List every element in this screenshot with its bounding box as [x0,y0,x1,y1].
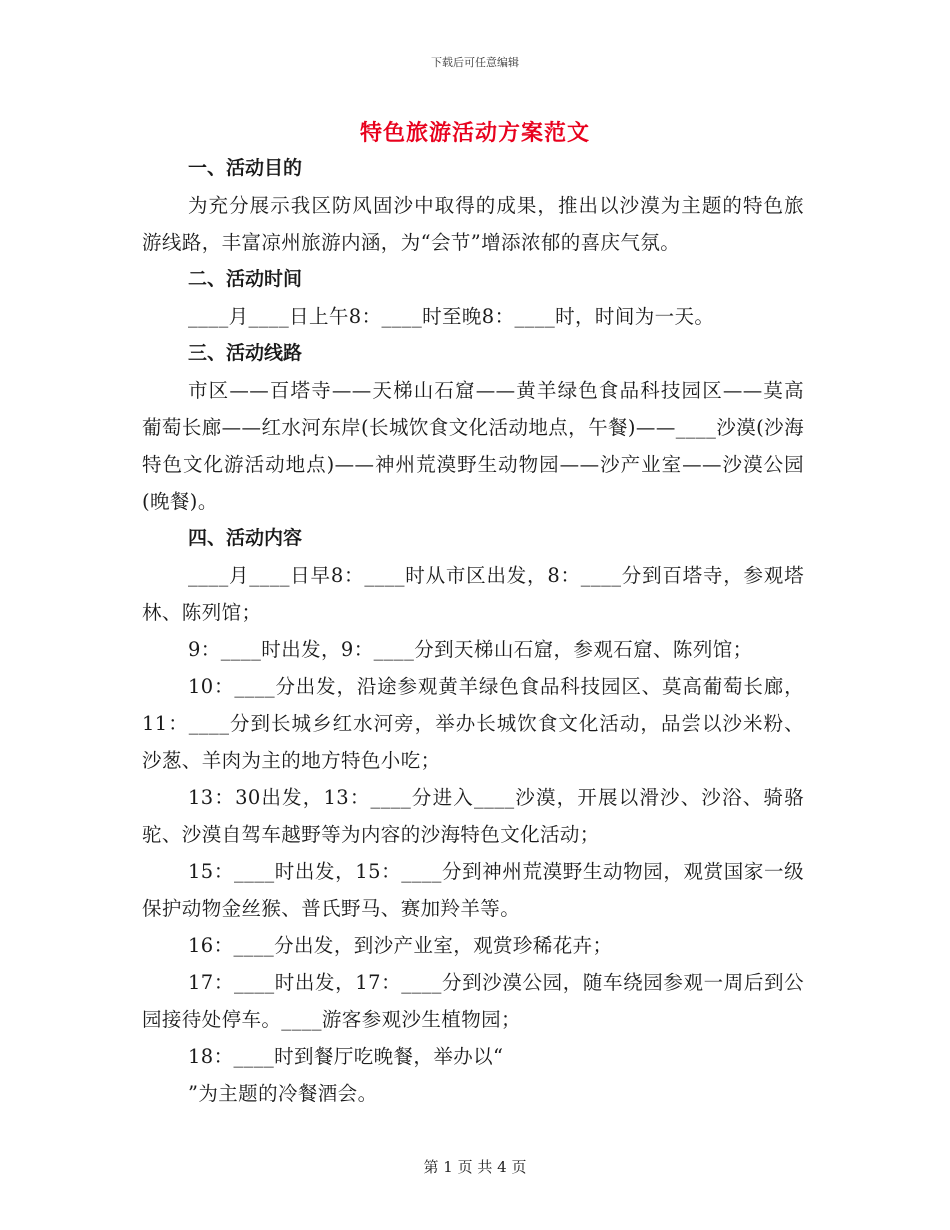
content-paragraph: 9：____时出发，9：____分到天梯山石窟，参观石窟、陈列馆； [188,638,753,661]
page-footer: 第 1 页 共 4 页 [423,1158,527,1176]
section-heading-time: 二、活动时间 [188,268,303,290]
content-paragraph: 13：30出发，13：____分进入____沙漠，开展以滑沙、沙浴、骑骆驼、沙漠自驾车越野等为内容的沙海特色文化活动； [142,786,804,846]
content-paragraph: 18：____时到餐厅吃晚餐，举办以“ [188,1045,504,1068]
content-paragraph: 17：____时出发，17：____分到沙漠公园，随车绕园参观一周后到公园接待处停车。____游客参观沙生植物园； [142,971,804,1031]
content-paragraph: ____月____日早8：____时从市区出发，8：____分到百塔寺，参观塔林、陈列馆； [142,564,804,624]
section-heading-route: 三、活动线路 [188,342,303,364]
time-paragraph: ____月____日上午8：____时至晚8：____时，时间为一天。 [188,305,715,328]
purpose-paragraph: 为充分展示我区防风固沙中取得的成果，推出以沙漠为主题的特色旅游线路，丰富凉州旅游内涵，为“会节”增添浓郁的喜庆气氛。 [142,194,804,254]
content-paragraph: 16：____分出发，到沙产业室，观赏珍稀花卉； [188,934,613,957]
header-note: 下载后可任意编辑 [431,56,519,69]
document-title: 特色旅游活动方案范文 [359,120,590,146]
section-heading-content: 四、活动内容 [188,527,303,549]
section-heading-purpose: 一、活动目的 [188,157,303,179]
route-paragraph: 市区——百塔寺——天梯山石窟——黄羊绿色食品科技园区——莫高葡萄长廊——红水河东岸(长城饮食文化活动地点，午餐)——____沙漠(沙海特色文化游活动地点)——神州荒漠野生动物园——沙产业室——沙漠公园(晚餐)。 [142,379,804,513]
content-paragraph: ”为主题的冷餐酒会。 [188,1082,378,1105]
document-body [142,150,804,1112]
content-paragraph: 10：____分出发，沿途参观黄羊绿色食品科技园区、莫高葡萄长廊，11：____分到长城乡红水河旁，举办长城饮食文化活动，品尝以沙米粉、沙葱、羊肉为主的地方特色小吃； [142,675,804,772]
content-paragraph: 15：____时出发，15：____分到神州荒漠野生动物园，观赏国家一级保护动物金丝猴、普氏野马、赛加羚羊等。 [142,860,804,920]
